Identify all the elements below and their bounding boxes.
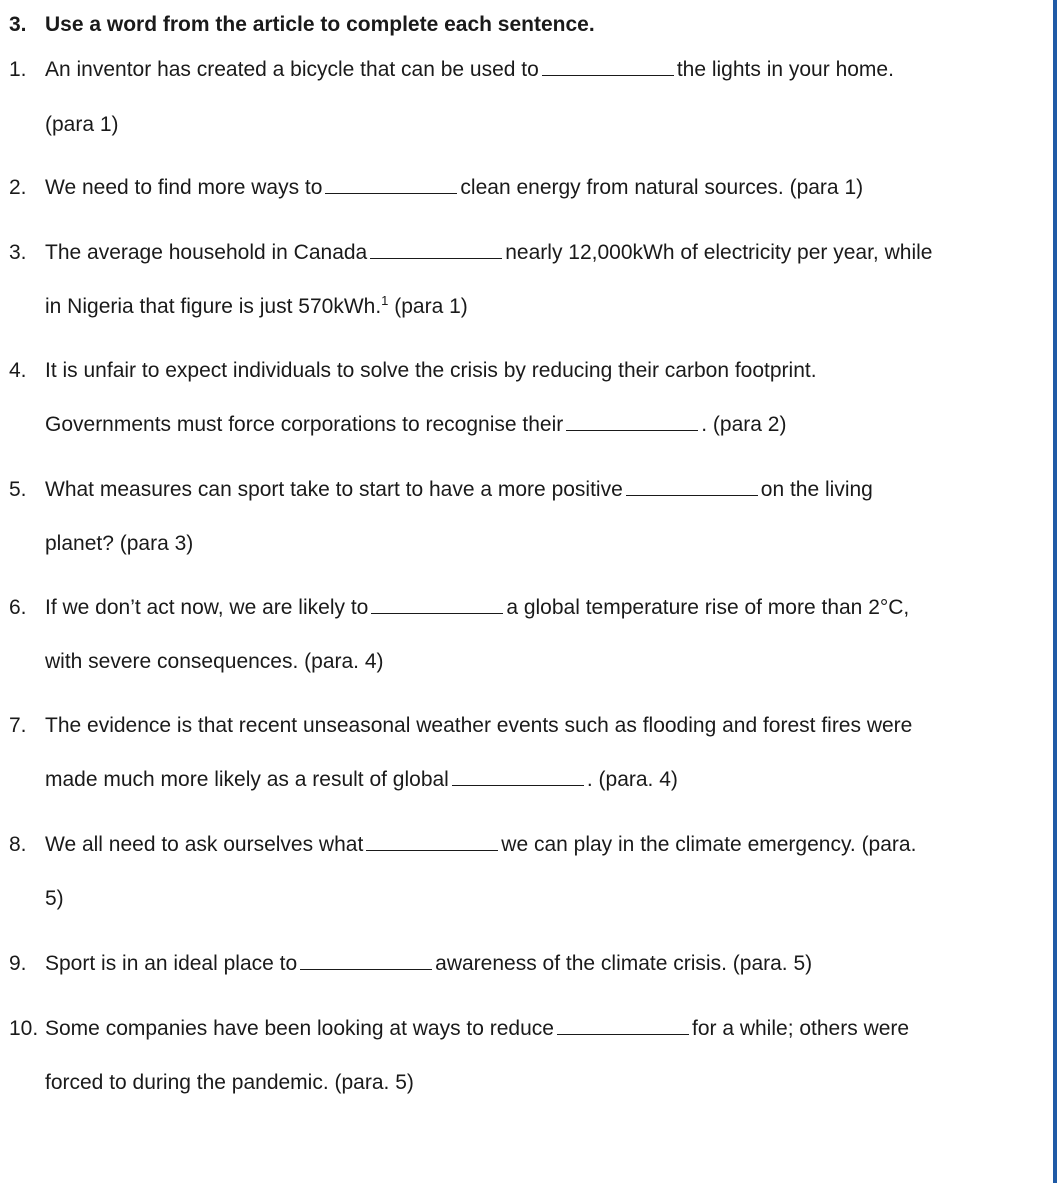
item-text: . (para 2)	[701, 413, 787, 436]
item-3-line-2	[45, 294, 468, 320]
item-text: If we don’t act now, we are likely to	[45, 596, 369, 619]
item-7-line-1	[9, 713, 912, 739]
item-5-line-1	[9, 477, 873, 503]
item-text: made much more likely as a result of global	[45, 768, 449, 791]
item-4-line-1	[9, 358, 817, 384]
item-number: 2.	[9, 176, 27, 199]
item-text: for a while; others were	[691, 1017, 910, 1040]
item-text: we can play in the climate emergency. (para.	[501, 833, 917, 856]
exercise-heading	[9, 13, 595, 37]
item-text: nearly 12,000kWh of electricity per year, while	[505, 241, 933, 264]
item-4-line-2	[45, 412, 786, 438]
item-3-line-1	[9, 240, 932, 266]
item-1-line-2: (para 1)	[45, 113, 119, 136]
item-6-line-1	[9, 595, 909, 621]
item-text: The evidence is that recent unseasonal weather events such as flooding and forest fires were	[45, 714, 913, 737]
item-number: 10.	[9, 1017, 39, 1040]
item-number: 8.	[9, 833, 27, 856]
item-text: We all need to ask ourselves what	[45, 833, 364, 856]
answer-blank[interactable]	[452, 767, 584, 786]
item-text: . (para. 4)	[586, 768, 678, 791]
item-number: 7.	[9, 714, 27, 737]
item-number: 5.	[9, 478, 27, 501]
item-1-line-1	[9, 57, 894, 83]
item-text: a global temperature rise of more than 2°C,	[506, 596, 910, 619]
item-text: the lights in your home.	[676, 58, 894, 81]
item-text: An inventor has created a bicycle that can be used to	[45, 58, 539, 81]
item-text: What measures can sport take to start to have a more positive	[45, 478, 623, 501]
item-text: It is unfair to expect individuals to solve the crisis by reducing their carbon footprint.	[45, 359, 817, 382]
answer-blank[interactable]	[542, 57, 674, 76]
item-text: Some companies have been looking at ways to reduce	[45, 1017, 554, 1040]
item-6-line-2: with severe consequences. (para. 4)	[45, 650, 384, 673]
item-text: (para 1)	[388, 295, 468, 318]
item-text: in Nigeria that figure is just 570kWh.	[45, 295, 382, 318]
exercise-number: 3.	[9, 13, 27, 36]
item-text: on the living	[760, 478, 873, 501]
answer-blank[interactable]	[300, 951, 432, 970]
answer-blank[interactable]	[566, 412, 698, 431]
item-number: 3.	[9, 241, 27, 264]
exercise-instruction: Use a word from the article to complete each sentence.	[45, 13, 595, 36]
item-number: 1.	[9, 58, 27, 81]
answer-blank[interactable]	[557, 1016, 689, 1035]
item-7-line-2	[45, 767, 678, 793]
item-5-line-2: planet? (para 3)	[45, 532, 194, 555]
item-text: clean energy from natural sources. (para 1)	[460, 176, 864, 199]
item-number: 6.	[9, 596, 27, 619]
item-9-line-1	[9, 951, 812, 977]
item-2-line-1	[9, 175, 863, 201]
item-number: 4.	[9, 359, 27, 382]
answer-blank[interactable]	[325, 175, 457, 194]
answer-blank[interactable]	[626, 477, 758, 496]
item-text: The average household in Canada	[45, 241, 368, 264]
item-number: 9.	[9, 952, 27, 975]
item-text: awareness of the climate crisis. (para. 5)	[435, 952, 813, 975]
item-10-line-2: forced to during the pandemic. (para. 5)	[45, 1071, 414, 1094]
answer-blank[interactable]	[371, 595, 503, 614]
item-8-line-1	[9, 832, 916, 858]
page-edge-rule	[1053, 0, 1057, 1183]
footnote-marker: 1	[381, 293, 389, 308]
item-8-line-2: 5)	[45, 887, 64, 910]
item-text: Sport is in an ideal place to	[45, 952, 298, 975]
item-text: Governments must force corporations to recognise their	[45, 413, 564, 436]
answer-blank[interactable]	[366, 832, 498, 851]
item-text: We need to find more ways to	[45, 176, 323, 199]
answer-blank[interactable]	[370, 240, 502, 259]
item-10-line-1	[9, 1016, 909, 1042]
